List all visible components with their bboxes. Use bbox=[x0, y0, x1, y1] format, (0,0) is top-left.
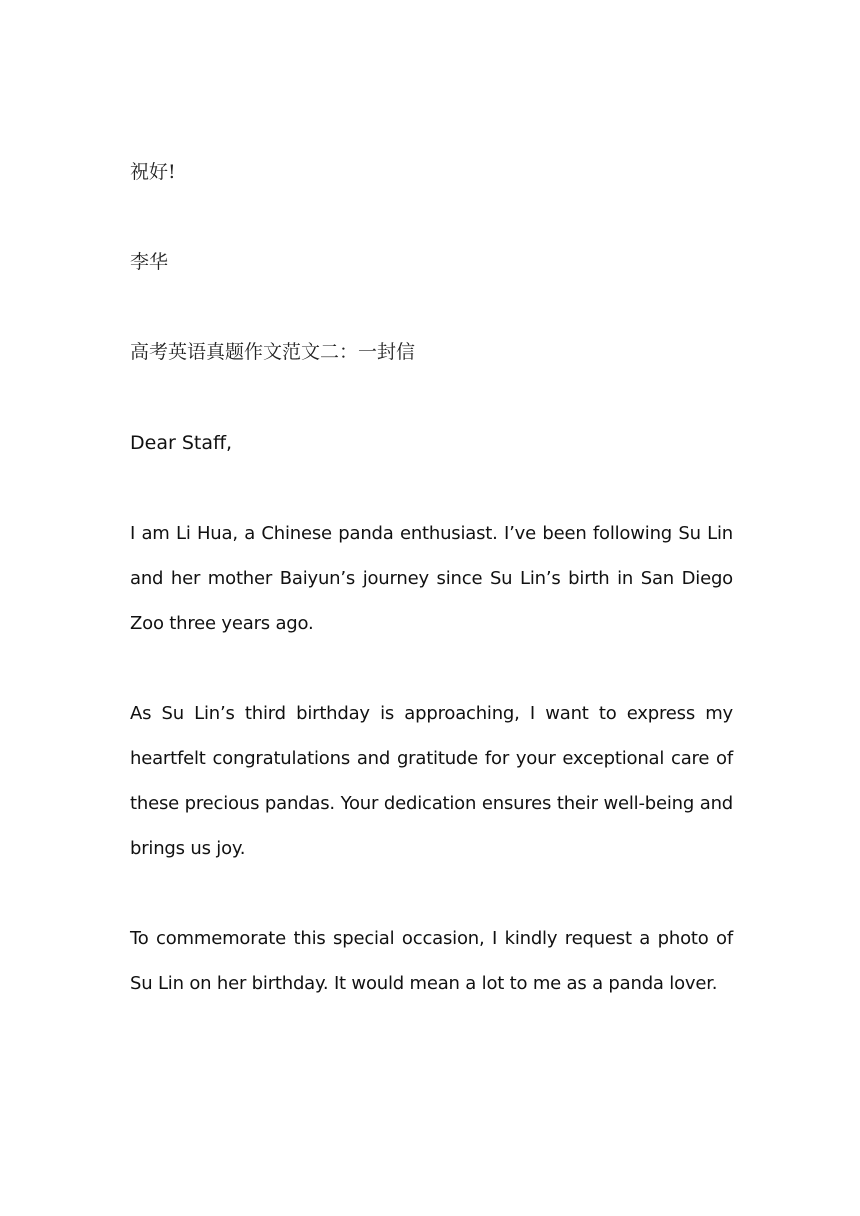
letter-salutation: Dear Staff, bbox=[130, 432, 233, 454]
letter-paragraph-2: As Su Lin’s third birthday is approaching, I want to express my heartfelt congratulations and gratitude for your exceptional care of these precious pandas. Your dedication ensures their well-being and brings us joy. bbox=[130, 703, 733, 859]
signature: 李华 bbox=[130, 251, 169, 273]
closing-wish: 祝好! bbox=[130, 161, 176, 183]
section-heading: 高考英语真题作文范文二：一封信 bbox=[130, 341, 416, 363]
letter-paragraph-3: To commemorate this special occasion, I kindly request a photo of Su Lin on her birthday. It would mean a lot to me as a panda lover. bbox=[130, 928, 733, 994]
letter-paragraph-1: I am Li Hua, a Chinese panda enthusiast. I’ve been following Su Lin and her mother Baiyun’s journey since Su Lin’s birth in San Diego Zoo three years ago. bbox=[130, 523, 733, 634]
